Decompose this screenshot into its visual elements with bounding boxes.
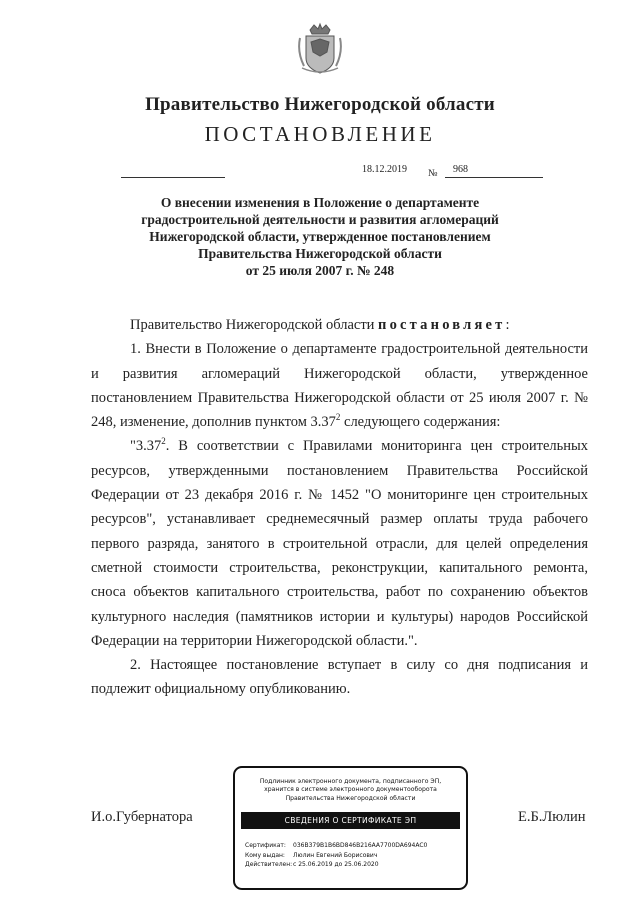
p2-text: "3.37 — [130, 438, 162, 455]
stamp-header-line: Правительства Нижегородской области — [285, 794, 416, 802]
stamp-label: Кому выдан: — [245, 851, 285, 859]
intro-text: Правительство Нижегородской области — [130, 317, 379, 333]
stamp-row-certificate — [245, 841, 460, 851]
document-title — [90, 194, 550, 279]
stamp-title-bar: СВЕДЕНИЯ О СЕРТИФИКАТЕ ЭП — [241, 812, 460, 829]
document-type: ПОСТАНОВЛЕНИЕ — [204, 122, 436, 146]
stamp-value: с 25.06.2019 до 25.06.2020 — [293, 861, 379, 869]
paragraph-quote — [91, 434, 588, 653]
p1-text-end: следующего содержания: — [340, 414, 501, 431]
p1-text: 1. Внести в Положение о департаменте градостроительной деятельности и развития агломераций Нижегородской области, утвержденное постановлением Правительства Нижегородской области от 25 июля 2007 г. № 248, изменение, дополнив пунктом 3.37 — [91, 341, 588, 431]
title-line: О внесении изменения в Положение о департаменте — [160, 195, 480, 210]
p2-text-end: . В соответствии с Правилами мониторинга цен строительных ресурсов, утвержденными постановлением Правительства Российской Федерации от 23 декабря 2016 г. № 1452 "О мониторинге цен строительных ресурсов", устанавливает среднемесячный размер оплаты труда рабочего первого разряда, занятого в строительной отрасли, для целей определения сметной стоимости строительства, реконструкции, капитального ремонта, сноса объектов капитального строительства, работ по сохранению объектов культурного наследия (памятников истории и культуры) народов Российской Федерации на территории Нижегородской области.". — [91, 438, 588, 649]
coat-of-arms-icon — [296, 22, 344, 76]
stamp-label: Сертификат: — [245, 842, 286, 849]
e-signature-stamp — [233, 766, 468, 890]
document-number: 968 — [453, 164, 468, 175]
number-label: № — [428, 168, 438, 179]
stamp-row-issued — [245, 851, 460, 861]
title-line: градостроительной деятельности и развития агломераций — [141, 212, 499, 227]
document-body — [91, 313, 588, 702]
stamp-header — [243, 778, 458, 803]
number-underline — [445, 177, 543, 178]
paragraph-2: 2. Настоящее постановление вступает в силу со дня подписания и подлежит официальному опубликованию. — [91, 657, 588, 698]
organization-name: Правительство Нижегородской области — [145, 94, 495, 115]
signatory-position: И.о.Губернатора — [91, 809, 193, 825]
title-line: Нижегородской области, утвержденное постановлением — [149, 229, 491, 244]
title-line: от 25 июля 2007 г. № 248 — [245, 263, 395, 278]
stamp-header-line: хранится в системе электронного документооборота — [264, 786, 437, 794]
p2-superscript: 2 — [161, 436, 166, 447]
stamp-value: 036B379B1B6BD846B216AA7700DA694AC0 — [293, 842, 428, 849]
stamp-header-line: Подлинник электронного документа, подписанного ЭП, — [259, 778, 442, 785]
stamp-row-valid — [245, 860, 460, 870]
date-underline — [121, 177, 225, 178]
stamp-value: Люлин Евгений Борисович — [293, 851, 378, 859]
paragraph-1 — [91, 337, 588, 434]
stamp-details — [245, 841, 460, 870]
stamp-label: Действителен: — [245, 861, 293, 869]
signatory-name: Е.Б.Люлин — [518, 809, 586, 825]
intro-paragraph — [91, 313, 588, 337]
document-date: 18.12.2019 — [362, 164, 407, 175]
title-line: Правительства Нижегородской области — [198, 246, 442, 261]
intro-colon: : — [505, 317, 510, 333]
p1-superscript: 2 — [335, 412, 341, 423]
resolves-word: постановляет — [378, 317, 506, 333]
